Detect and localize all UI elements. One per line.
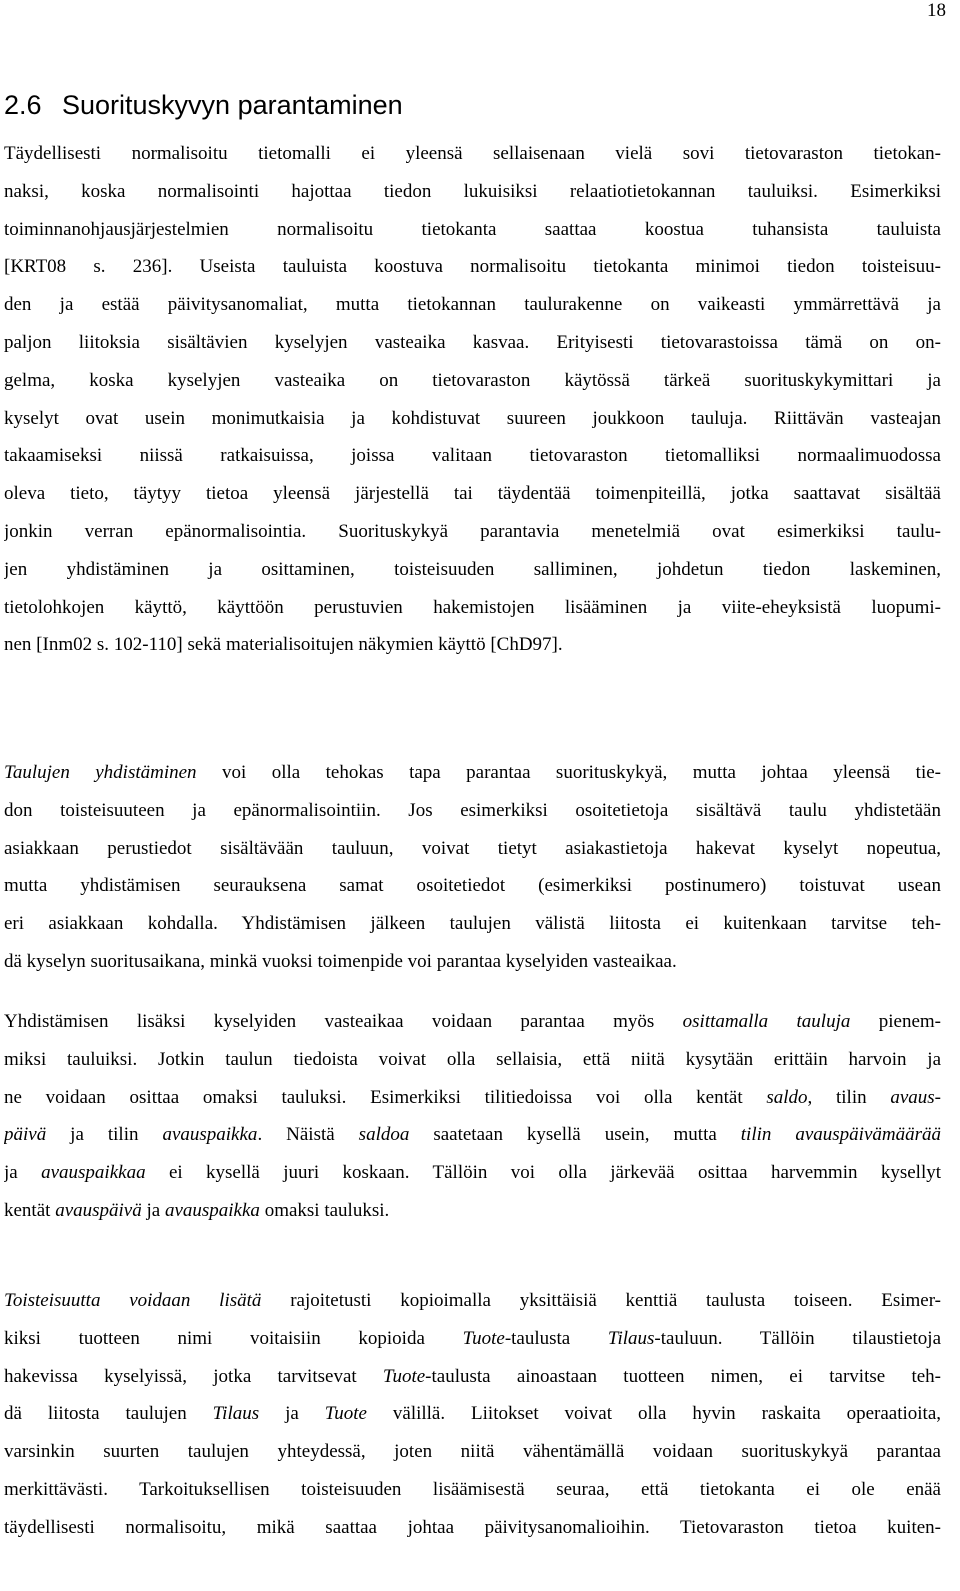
text-run: -taulusta ainoastaan tuotteen nimen, ei tarvitse teh- bbox=[425, 1365, 941, 1387]
text-line bbox=[4, 293, 941, 317]
text-run: kentät bbox=[4, 1200, 56, 1221]
italic-term: saldoa bbox=[358, 1124, 410, 1146]
text-run: kiksi tuotteen nimi voitaisiin kopioida bbox=[4, 1327, 463, 1349]
text-line bbox=[4, 1516, 941, 1540]
text-line bbox=[4, 761, 941, 785]
text-line bbox=[4, 1440, 941, 1464]
text-line bbox=[4, 369, 941, 393]
text-run: tietolohkojen käyttö, käyttöön perustuvien hakemistojen lisääminen ja viite-eheyksistä luopumi- bbox=[4, 596, 941, 618]
text-line bbox=[4, 633, 941, 657]
text-line bbox=[4, 1086, 941, 1110]
text-run: -tauluun. Tällöin tilaustietoja bbox=[654, 1327, 941, 1349]
text-run: asiakkaan perustiedot sisältävään tauluun, voivat tietyt asiakastietoja hakevat kyselyt nopeutua, bbox=[4, 837, 941, 859]
text-line bbox=[4, 1123, 941, 1147]
text-line bbox=[4, 596, 941, 620]
text-line bbox=[4, 1010, 941, 1034]
text-run: takaamiseksi niissä ratkaisuissa, joissa valitaan tietovaraston tietomalliksi normaalimuodossa bbox=[4, 445, 941, 467]
text-run: ja bbox=[141, 1200, 165, 1221]
italic-term: avaus- bbox=[890, 1086, 941, 1108]
text-run: merkittävästi. Tarkoituksellisen toisteisuuden lisäämisestä seuraa, että tietokanta ei ole enää bbox=[4, 1479, 941, 1500]
text-run: dä liitosta taulujen bbox=[4, 1403, 213, 1425]
text-line bbox=[4, 142, 941, 166]
text-run: ja bbox=[4, 1162, 42, 1184]
text-run: paljon liitoksia sisältävien kyselyjen vasteaika kasvaa. Erityisesti tietovarastoissa tämä on on- bbox=[4, 332, 941, 353]
text-line bbox=[4, 1365, 941, 1389]
text-line bbox=[4, 1048, 941, 1072]
text-line bbox=[4, 1402, 941, 1426]
page-number: 18 bbox=[927, 0, 946, 21]
italic-term: päivä bbox=[4, 1124, 47, 1146]
text-run: jonkin verran epänormalisointia. Suorituskykyä parantavia menetelmiä ovat esimerkiksi taulu- bbox=[4, 521, 941, 542]
text-run: hakevissa kyselyissä, jotka tarvitsevat bbox=[4, 1365, 383, 1387]
text-line bbox=[4, 180, 941, 204]
text-line bbox=[4, 1327, 941, 1351]
text-line bbox=[4, 950, 941, 974]
text-line bbox=[4, 1289, 941, 1313]
italic-term: Toisteisuutta voidaan lisätä bbox=[4, 1290, 262, 1311]
text-line bbox=[4, 874, 941, 898]
text-run: kyselyt ovat usein monimutkaisia ja kohdistuvat suureen joukkoon tauluja. Riittävän vasteajan bbox=[4, 407, 941, 429]
italic-term: avauspäivä bbox=[55, 1200, 142, 1221]
text-line bbox=[4, 444, 941, 468]
text-run: -taulusta bbox=[504, 1327, 608, 1349]
italic-term: Tuote bbox=[382, 1365, 426, 1387]
text-run: varsinkin suurten taulujen yhteydessä, joten niitä vähentämällä voidaan suorituskykyä parantaa bbox=[4, 1441, 941, 1463]
text-line bbox=[4, 482, 941, 506]
text-line bbox=[4, 1161, 941, 1185]
text-line bbox=[4, 1199, 941, 1223]
text-run: . Näistä bbox=[257, 1124, 359, 1146]
text-run: gelma, koska kyselyjen vasteaika on tietovaraston käytössä tärkeä suorituskykymittari ja bbox=[4, 369, 941, 391]
text-run: välillä. Liitokset voivat olla hyvin raskaita operaatioita, bbox=[366, 1403, 941, 1425]
text-run: pienem- bbox=[850, 1011, 941, 1032]
text-run: oleva tieto, täytyy tietoa yleensä järjestellä tai täydentää toimenpiteillä, jotka saattavat sisältää bbox=[4, 483, 941, 505]
italic-term: avauspaikka bbox=[162, 1124, 258, 1146]
text-line bbox=[4, 407, 941, 431]
italic-term: saldo bbox=[766, 1086, 808, 1108]
text-run: voi olla tehokas tapa parantaa suorituskykyä, mutta johtaa yleensä tie- bbox=[196, 762, 941, 783]
text-line bbox=[4, 1478, 941, 1502]
text-run: jen yhdistäminen ja osittaminen, toisteisuuden salliminen, johdetun tiedon laskeminen, bbox=[4, 558, 941, 580]
text-run: Täydellisesti normalisoitu tietomalli ei yleensä sellaisenaan vielä sovi tietovaraston tietokan- bbox=[4, 143, 941, 164]
text-run: mutta yhdistämisen seurauksena samat osoitetiedot (esimerkiksi postinumero) toistuvat usean bbox=[4, 875, 941, 897]
section-number: 2.6 bbox=[4, 90, 42, 120]
text-run: don toisteisuuteen ja epänormalisointiin. Jos esimerkiksi osoitetietoja sisältävä taulu yhdistetään bbox=[4, 799, 941, 821]
italic-term: Tuote bbox=[324, 1403, 367, 1425]
section-heading bbox=[4, 88, 403, 122]
text-line bbox=[4, 255, 941, 279]
text-run: , tilin bbox=[807, 1086, 891, 1108]
text-run: ne voidaan osittaa omaksi tauluksi. Esimerkiksi tilitiedoissa voi olla kentät bbox=[4, 1086, 767, 1108]
text-run: ja bbox=[259, 1403, 325, 1425]
text-run: rajoitetusti kopioimalla yksittäisiä kenttiä taulusta toiseen. Esimer- bbox=[261, 1290, 941, 1311]
italic-term: Tuote bbox=[462, 1327, 505, 1349]
text-line bbox=[4, 912, 941, 936]
section-title: Suorituskyvyn parantaminen bbox=[62, 90, 403, 120]
text-run: täydellisesti normalisoitu, mikä saattaa johtaa päivitysanomalioihin. Tietovaraston tietoa kuiten- bbox=[4, 1516, 941, 1538]
text-line bbox=[4, 837, 941, 861]
text-line bbox=[4, 520, 941, 544]
italic-term: osittamalla tauluja bbox=[682, 1011, 851, 1032]
italic-term: avauspaikkaa bbox=[41, 1162, 146, 1184]
text-run: eri asiakkaan kohdalla. Yhdistämisen jälkeen taulujen välistä liitosta ei kuitenkaan tarvitse teh- bbox=[4, 913, 941, 935]
text-line bbox=[4, 331, 941, 355]
text-run: dä kyselyn suoritusaikana, minkä vuoksi toimenpide voi parantaa kyselyiden vasteaikaa. bbox=[4, 951, 677, 972]
text-line bbox=[4, 799, 941, 823]
text-run: saatetaan kysellä usein, mutta bbox=[409, 1124, 741, 1146]
text-run: naksi, koska normalisointi hajottaa tiedon lukuisiksi relaatiotietokannan tauluiksi. Esimerkiksi bbox=[4, 180, 941, 202]
text-run: Yhdistämisen lisäksi kyselyiden vasteaikaa voidaan parantaa myös bbox=[4, 1011, 683, 1032]
text-run: nen [Inm02 s. 102-110] sekä materialisoitujen näkymien käyttö [ChD97]. bbox=[4, 634, 563, 656]
text-run: miksi tauluiksi. Jotkin taulun tiedoista voivat olla sellaisia, että niitä kysytään erittäin harvoin ja bbox=[4, 1048, 941, 1070]
italic-term: tilin avauspäivämäärää bbox=[740, 1124, 941, 1146]
text-run: [KRT08 s. 236]. Useista tauluista koostuva normalisoitu tietokanta minimoi tiedon toisteisuu- bbox=[4, 256, 941, 278]
italic-term: Tilaus bbox=[212, 1403, 260, 1425]
italic-term: avauspaikka bbox=[164, 1200, 260, 1221]
text-run: omaksi tauluksi. bbox=[259, 1200, 390, 1221]
text-run: toiminnanohjausjärjestelmien normalisoitu tietokanta saattaa koostua tuhansista tauluista bbox=[4, 218, 941, 240]
text-line bbox=[4, 218, 941, 242]
text-line bbox=[4, 558, 941, 582]
italic-term: Tilaus bbox=[607, 1327, 655, 1349]
text-run: den ja estää päivitysanomaliat, mutta tietokannan taulurakenne on vaikeasti ymmärrettävä ja bbox=[4, 294, 941, 316]
text-run: ei kysellä juuri koskaan. Tällöin voi olla järkevää osittaa harvemmin kysellyt bbox=[145, 1162, 941, 1184]
text-run: ja tilin bbox=[46, 1124, 163, 1146]
italic-term: Taulujen yhdistäminen bbox=[4, 762, 197, 783]
